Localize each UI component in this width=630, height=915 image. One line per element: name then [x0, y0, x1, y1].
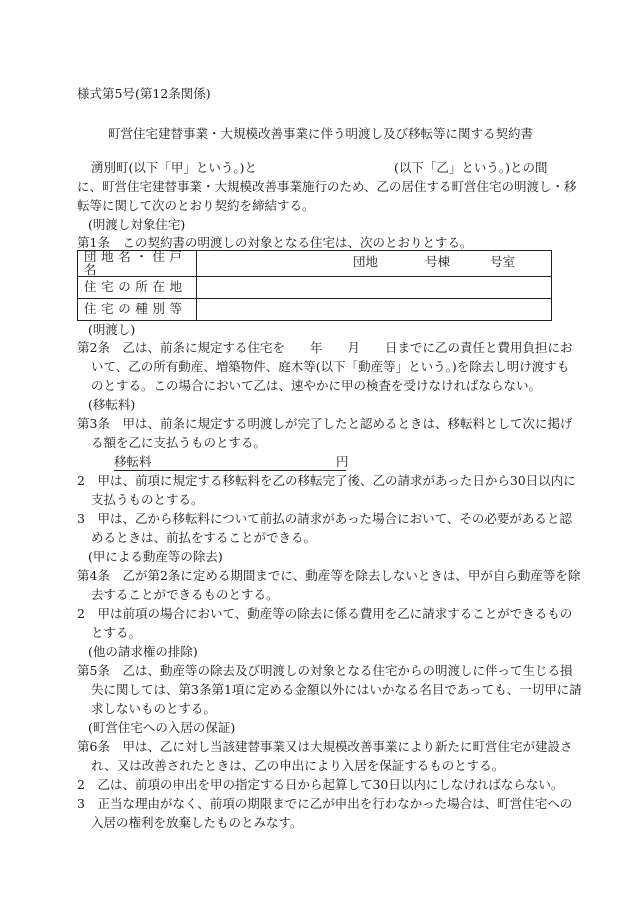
article-text: れ、又は改善されたときは、乙の申出により入居を保証するものとする。 — [91, 758, 505, 773]
fee-label: 移転料 — [114, 454, 152, 469]
article-text: 第6条 甲は、乙に対し当該建替事業又は大規模改善事業により新たに町営住宅が建設さ — [77, 739, 573, 754]
fee-line — [114, 454, 349, 471]
article-text: 第3条 甲は、前条に規定する明渡しが完了したと認めるときは、移転料として次に掲げ — [77, 416, 573, 431]
fee-unit: 円 — [336, 454, 349, 469]
article-text: 3 正当な理由がなく、前項の期限までに乙が申出を行わなかった場合は、町営住宅への — [77, 796, 573, 811]
article-text: めるときは、前払をすることができる。 — [91, 530, 317, 545]
preamble-line: 転等に関して次のとおり契約を締結する。 — [77, 198, 315, 213]
unit-goushitsu: 号室 — [490, 254, 516, 269]
article-text: 入居の権利を放棄したものとみなす。 — [91, 815, 303, 830]
article-text: 第2条 乙は、前条に規定する住宅を 年 月 日までに乙の責任と費用負担にお — [77, 340, 573, 355]
form-number: 様式第5号(第12条関係) — [77, 86, 211, 101]
article-heading: (甲による動産等の除去) — [88, 549, 223, 564]
article-text: 2 甲は、前項に規定する移転料を乙の移転完了後、乙の請求があった日から30日以内に — [77, 473, 576, 488]
article-text: 2 乙は、前項の申出を甲の指定する日から起算して30日以内にしなければならない。 — [77, 777, 564, 792]
unit-gotou: 号棟 — [425, 254, 451, 269]
table-row — [78, 277, 552, 299]
table-label: 団地名・住戸名 — [78, 251, 197, 277]
table-value — [197, 251, 552, 277]
article-text: る額を乙に支払うものとする。 — [91, 435, 267, 450]
article-text: 第4条 乙が第2条に定める期間までに、動産等を除去しないときは、甲が自ら動産等を除 — [77, 568, 581, 583]
article-text: いて、乙の所有動産、増築物件、庭木等(以下「動産等」という。)を除去し明け渡すも — [91, 359, 570, 374]
target-housing-table — [77, 250, 552, 321]
article-heading: (他の請求権の排除) — [88, 644, 198, 659]
preamble-line: 湧別町(以下「甲」という。)と — [91, 160, 258, 175]
article-heading: (移転料) — [88, 397, 136, 412]
article-text: 去することができるものとする。 — [91, 587, 279, 602]
article-text: 支払うものとする。 — [91, 492, 204, 507]
unit-danchi: 団地 — [353, 254, 379, 269]
article-heading: (町営住宅への入居の保証) — [88, 720, 236, 735]
table-label: 住宅の種別等 — [78, 299, 197, 321]
table-label: 住宅の所在地 — [78, 277, 197, 299]
article-text: のとする。この場合において乙は、速やかに甲の検査を受けなければならない。 — [91, 378, 542, 393]
table-value — [197, 277, 552, 299]
table-value — [197, 299, 552, 321]
article-text: 第5条 乙は、動産等の除去及び明渡しの対象となる住宅からの明渡しに伴って生じる損 — [77, 663, 573, 678]
preamble-line: に、町営住宅建替事業・大規模改善事業施行のため、乙の居住する町営住宅の明渡し・移 — [77, 179, 577, 194]
article-text: 求しないものとする。 — [91, 701, 217, 716]
document-title: 町営住宅建替事業・大規模改善事業に伴う明渡し及び移転等に関する契約書 — [108, 126, 534, 141]
article-text: 失に関しては、第3条第1項に定める金額以外にはいかなる名目であっても、一切甲に請 — [91, 682, 582, 697]
table-row — [78, 251, 552, 277]
article-heading: (明渡し) — [88, 322, 136, 337]
article-text: 第1条 この契約書の明渡しの対象となる住宅は、次のとおりとする。 — [77, 235, 473, 250]
article-heading: (明渡し対象住宅) — [88, 217, 186, 232]
table-row — [78, 299, 552, 321]
article-text: 2 甲は前項の場合において、動産等の除去に係る費用を乙に請求することができるもの — [77, 606, 573, 621]
article-text: 3 甲は、乙から移転料について前払の請求があった場合において、その必要があると認 — [77, 511, 572, 526]
preamble-line: (以下「乙」という。)との間 — [394, 160, 548, 175]
article-text: とする。 — [91, 625, 142, 640]
